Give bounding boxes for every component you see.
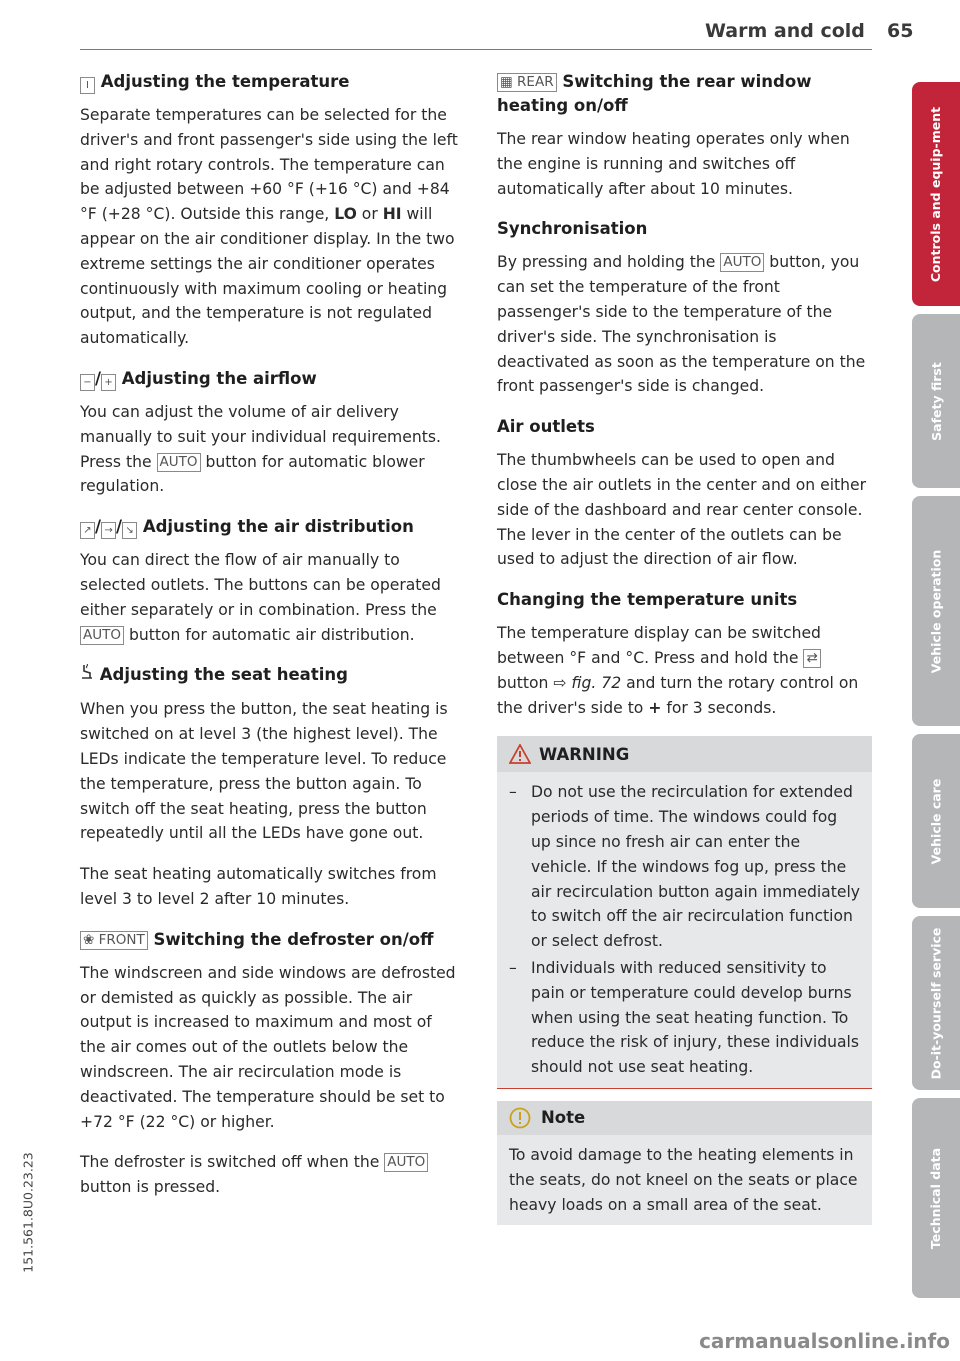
heading-temperature: I Adjusting the temperature	[80, 70, 458, 94]
paragraph-temperature-units: The temperature display can be switched between °F and °C. Press and hold the ⇄ button ⇨ fig. 72 and turn the rotary control on the driver's side to + for 3 seconds.	[497, 624, 859, 717]
heading-synchronisation: Synchronisation	[497, 219, 648, 239]
note-header	[497, 1101, 872, 1135]
tab-vehicle-operation[interactable]: Vehicle operation	[912, 496, 960, 726]
heading-airflow: − / + Adjusting the airflow	[80, 367, 458, 391]
section-title: Warm and cold	[705, 20, 865, 42]
rear-defrost-key: ▦ REAR	[497, 73, 557, 92]
note-box	[497, 1101, 872, 1225]
paragraph-seat-heating-2: The seat heating automatically switches from level 3 to level 2 after 10 minutes.	[80, 865, 437, 908]
paragraph-rear-window: The rear window heating operates only when the engine is running and switches off automatically after about 10 minutes.	[497, 130, 850, 198]
header-rule	[80, 49, 872, 50]
page-number: 65	[887, 20, 914, 42]
warning-item: – Individuals with reduced sensitivity to pain or temperature could develop burns when using the seat heating function. To reduce the risk of injury, these individuals should not use seat heating.	[509, 958, 860, 1077]
paragraph-seat-heating-1: When you press the button, the seat heating is switched on at level 3 (the highest level). The LEDs indicate the temperature level. To reduce the temperature, press the button again. To switch off the seat heating, press the button repeatedly until all the LEDs have gone out.	[80, 700, 448, 843]
tab-technical-data[interactable]: Technical data	[912, 1098, 960, 1298]
tab-controls-and-equipment[interactable]: Controls and equip-ment	[912, 82, 960, 306]
heading-seat-heating: Adjusting the seat heating	[80, 663, 458, 688]
warning-title: WARNING	[539, 744, 630, 764]
paragraph-defroster-1: The windscreen and side windows are defrosted or demisted as quickly as possible. The air output is increased to maximum and most of the air comes out of the outlets below the windscreen. The air recirculation mode is deactivated. The temperature should be set to +72 °F (22 °C) or higher.	[80, 963, 456, 1131]
distribution-down-icon: ↘	[122, 522, 137, 539]
heading-defroster: ❀ FRONT Switching the defroster on/off	[80, 928, 458, 952]
auto-key: AUTO	[157, 453, 201, 472]
temperature-key-icon: I	[80, 77, 95, 94]
auto-key: AUTO	[720, 253, 764, 272]
front-defrost-key: ❀ FRONT	[80, 931, 148, 950]
heading-rear-window: ▦ REAR Switching the rear window heating on/off	[497, 72, 812, 115]
paragraph-airflow: You can adjust the volume of air delivery manually to suit your individual requirements. Press the AUTO button for automatic blower regulation.	[80, 402, 441, 496]
note-text: To avoid damage to the heating elements in the seats, do not kneel on the seats or place heavy loads on a small area of the seat.	[509, 1145, 858, 1214]
note-icon	[509, 1107, 531, 1129]
warning-item: – Do not use the recirculation for extended periods of time. The windows could fog up since no fresh air can enter the vehicle. If the windows fog up, press the air recirculation button again immediately to switch off the air recirculation function or select defrost.	[509, 783, 860, 951]
auto-key: AUTO	[80, 626, 124, 645]
tab-safety-first[interactable]: Safety first	[912, 314, 960, 488]
heading-temperature-units: Changing the temperature units	[497, 590, 798, 610]
paragraph-temperature: Separate temperatures can be selected for the driver's and front passenger's side using the left and right rotary controls. The temperature can be adjusted between +60 °F (+16 °C) and +84 °F (+28 °C). Outside this range, LO or HI will appear on the air conditioner display. In the two extreme settings the air conditioner operates continuously with maximum cooling or heating output, and the temperature is not regulated automatically.	[80, 106, 458, 348]
auto-key: AUTO	[384, 1153, 428, 1172]
distribution-middle-icon: →	[101, 522, 116, 539]
paragraph-defroster-2: The defroster is switched off when the AUTO button is pressed.	[80, 1150, 458, 1200]
minus-key-icon: −	[80, 374, 95, 391]
units-key: ⇄	[803, 649, 820, 668]
warning-body	[497, 772, 872, 1088]
paragraph-synchronisation: By pressing and holding the AUTO button, you can set the temperature of the front passenger's side to the temperature of the driver's side. The synchronisation is deactivated as soon as the temperature on the front passenger's side is changed.	[497, 253, 866, 396]
warning-box	[497, 736, 872, 1089]
document-code: 151.561.8U0.23.23	[20, 1152, 36, 1273]
note-title: Note	[541, 1108, 586, 1128]
tab-vehicle-care[interactable]: Vehicle care	[912, 734, 960, 908]
tab-do-it-yourself-service[interactable]: Do-it-yourself service	[912, 916, 960, 1090]
warning-icon	[509, 744, 531, 764]
left-column	[80, 70, 458, 1216]
warning-header	[497, 736, 872, 772]
paragraph-air-outlets: The thumbwheels can be used to open and close the air outlets in the center and on either side of the dashboard and rear center console. The lever in the center of the outlets can be used to adjust the direction of air flow.	[497, 451, 867, 569]
plus-key-icon: +	[101, 374, 116, 391]
right-column	[497, 70, 872, 1225]
seat-heating-icon	[80, 664, 94, 688]
distribution-up-icon: ↗	[80, 522, 95, 539]
watermark: carmanualsonline.info	[699, 1329, 950, 1353]
paragraph-air-distribution: You can direct the flow of air manually to selected outlets. The buttons can be operated either separately or in combination. Press the AUTO button for automatic air distribution.	[80, 551, 441, 644]
heading-air-outlets: Air outlets	[497, 417, 595, 437]
heading-air-distribution: ↗ / → / ↘ Adjusting the air distribution	[80, 515, 458, 539]
figure-reference[interactable]: ⇨ fig. 72	[553, 673, 622, 692]
